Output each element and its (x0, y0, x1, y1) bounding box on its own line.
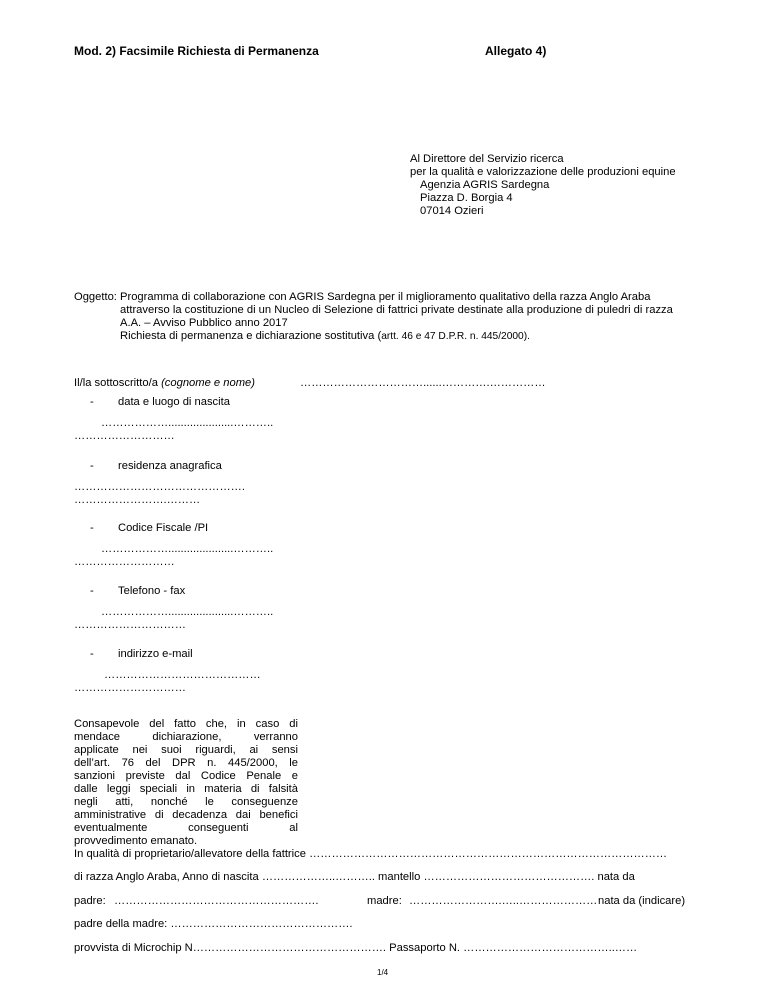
field-label-birth: data e luogo di nascita (118, 396, 230, 408)
email-field-dots-cont[interactable]: ………………………… (74, 682, 186, 694)
awareness-line: eventualmente conseguenti al (74, 822, 298, 834)
subject-line (120, 330, 530, 343)
awareness-line: applicate nei suoi riguardi, ai sensi (74, 744, 298, 756)
awareness-line: sanzioni previste dal Codice Penale e (74, 770, 298, 782)
awareness-line: dell’art. 76 del DPR n. 445/2000, le (74, 757, 298, 769)
field-dash: - (90, 648, 94, 660)
field-dash: - (90, 585, 94, 597)
recipient-line: per la qualità e valorizzazione delle produzioni equine (410, 166, 676, 178)
sire-field-dots[interactable]: ………………………………………………. (114, 895, 319, 907)
subject-line: Programma di collaborazione con AGRIS Sardegna per il miglioramento qualitativo della razza Anglo Araba (120, 291, 651, 303)
declarant-label-italic: (cognome e nome) (161, 377, 255, 389)
dam-sire-line[interactable]: padre della madre: …………………………………………. (74, 918, 353, 930)
declarant-label-text: Il/la sottoscritto/a (74, 377, 162, 389)
owner-line[interactable]: In qualità di proprietario/allevatore della fattrice …………………………………………………………………………………… (74, 848, 668, 860)
birth-field-dots-cont[interactable]: ……………………… (74, 430, 175, 442)
residence-field-dots[interactable]: ………………………………………. (74, 481, 245, 493)
field-dash: - (90, 460, 94, 472)
sire-label: padre: (74, 895, 106, 907)
residence-field-dots-cont[interactable]: …………………….……… (74, 494, 201, 506)
phone-field-dots[interactable]: ……………….....................……….. (101, 606, 274, 618)
attachment-label: Allegato 4) (485, 44, 547, 58)
dam-suffix: nata da (indicare) (598, 895, 686, 907)
subject-label: Oggetto: (74, 291, 117, 303)
phone-field-dots-cont[interactable]: ………………………… (74, 619, 186, 631)
field-label-tax-code: Codice Fiscale /PI (118, 522, 209, 534)
awareness-line: Consapevole del fatto che, in caso di (74, 718, 298, 730)
page-number: 1/4 (377, 968, 389, 977)
breed-line[interactable]: di razza Anglo Araba, Anno di nascita ………………..……….. mantello ………………………………………. nata da (74, 871, 635, 883)
field-label-residence: residenza anagrafica (118, 460, 222, 472)
subject-line: attraverso la costituzione di un Nucleo di Selezione di fattrici private destinate alla produzione di puledri di razza (120, 304, 673, 316)
awareness-line: mendace dichiarazione, verranno (74, 731, 298, 743)
field-label-email: indirizzo e-mail (118, 648, 193, 660)
dam-label: madre: (367, 895, 402, 907)
declarant-label (74, 377, 255, 390)
awareness-line: provvedimento emanato. (74, 835, 198, 847)
recipient-line: Al Direttore del Servizio ricerca (410, 153, 564, 165)
tax-code-field-dots[interactable]: ……………….....................……….. (101, 543, 274, 555)
subject-law-reference: artt. 46 e 47 D.P.R. n. 445/2000). (381, 331, 530, 342)
declarant-name-field[interactable]: ……………………………......………….…………… (300, 377, 546, 389)
field-dash: - (90, 522, 94, 534)
recipient-line: Agenzia AGRIS Sardegna (420, 179, 550, 191)
subject-line: A.A. – Avviso Pubblico anno 2017 (120, 317, 288, 329)
form-title: Mod. 2) Facsimile Richiesta di Permanenza (74, 44, 319, 58)
email-field-dots[interactable]: …………………………………… (104, 669, 261, 681)
field-dash: - (90, 396, 94, 408)
recipient-line: 07014 Ozieri (420, 205, 484, 217)
awareness-line: negli atti, nonché le conseguenze (74, 796, 298, 808)
recipient-line: Piazza D. Borgia 4 (420, 192, 513, 204)
field-label-phone: Telefono - fax (118, 585, 186, 597)
subject-request-text: Richiesta di permanenza e dichiarazione sostitutiva ( (120, 330, 382, 342)
birth-field-dots[interactable]: ……………….....................……….. (101, 417, 274, 429)
microchip-line[interactable]: provvista di Microchip N……………………………………………. Passaporto N. …………………………………..…… (74, 942, 638, 954)
dam-field-dots[interactable]: …………………….…..………………… (409, 895, 598, 907)
awareness-line: amministrative di decadenza dai benefici (74, 809, 298, 821)
awareness-line: dalle leggi speciali in materia di falsità (74, 783, 298, 795)
tax-code-field-dots-cont[interactable]: ……………………… (74, 556, 175, 568)
